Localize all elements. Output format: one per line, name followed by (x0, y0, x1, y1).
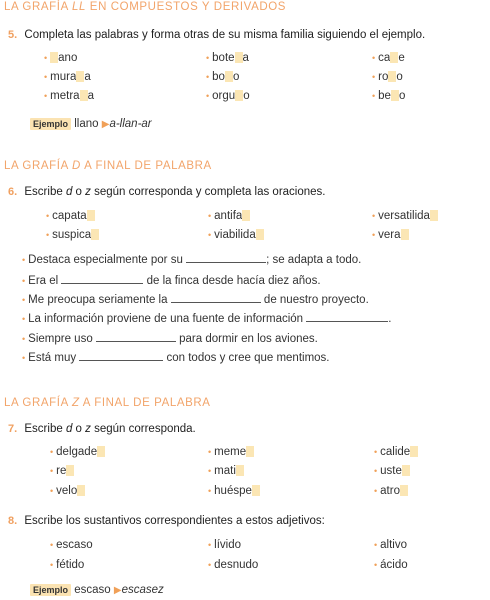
word-item: • altivo (374, 539, 408, 551)
exercise-number: 8. (8, 515, 18, 527)
arrow-icon: ▶ (113, 585, 122, 596)
word-item: • escaso (50, 539, 93, 551)
sentence-item: • Me preocupa seriamente la de nuestro proyecto. (22, 294, 369, 306)
answer-line[interactable] (186, 252, 266, 263)
answer-line[interactable] (306, 311, 388, 322)
word-item: • desnudo (208, 559, 259, 571)
sentence-item: • La información proviene de una fuente de información . (22, 313, 392, 325)
sentence-item: • Era el de la finca desde hacía diez años. (22, 275, 321, 287)
word-item: • atro (374, 485, 408, 497)
example-line (30, 118, 152, 130)
answer-line[interactable] (171, 292, 261, 303)
blank-field[interactable] (252, 485, 260, 496)
word-item: • bo o (206, 71, 240, 83)
word-item: • mura a (44, 71, 91, 83)
blank-field[interactable] (402, 465, 410, 476)
blank-field[interactable] (242, 210, 250, 221)
word-item: • huéspe (208, 485, 260, 497)
blank-field[interactable] (256, 229, 264, 240)
section-title-z: LA GRAFÍA Z A FINAL DE PALABRA (4, 397, 211, 409)
word-item: • velo (50, 485, 85, 497)
answer-line[interactable] (61, 273, 143, 284)
blank-field[interactable] (410, 446, 418, 457)
section-title-ll: LA GRAFÍA LL EN COMPUESTOS Y DERIVADOS (4, 1, 287, 13)
answer-line[interactable] (96, 331, 176, 342)
blank-field[interactable] (91, 229, 99, 240)
word-item: • uste (374, 465, 410, 477)
word-item: • re (50, 465, 74, 477)
word-item: • be o (372, 90, 406, 102)
exercise-6-header (8, 186, 326, 198)
example-tag: Ejemplo (30, 584, 71, 596)
word-item: • ano (44, 52, 78, 64)
word-item: • fétido (50, 559, 85, 571)
blank-field[interactable] (66, 465, 74, 476)
blank-field[interactable] (400, 485, 408, 496)
word-item: • antifa (208, 210, 250, 222)
exercise-number: 6. (8, 186, 18, 198)
blank-field[interactable] (430, 210, 438, 221)
blank-field[interactable] (236, 465, 244, 476)
example-answer: a-llan-ar (109, 118, 152, 130)
sentence-item: • Siempre uso para dormir en los aviones. (22, 333, 318, 345)
exercise-number: 5. (8, 29, 18, 41)
word-item: • versatilida (372, 210, 438, 222)
example-answer: escasez (121, 584, 164, 596)
exercise-8-header (8, 515, 325, 527)
blank-field[interactable] (50, 52, 58, 63)
word-item: • viabilida (208, 229, 264, 241)
arrow-icon: ▶ (101, 119, 110, 130)
word-item: • suspica (46, 229, 99, 241)
word-item: • orgu o (206, 90, 250, 102)
answer-line[interactable] (79, 350, 163, 361)
word-item: • lívido (208, 539, 242, 551)
exercise-5-header (8, 29, 425, 41)
blank-field[interactable] (246, 446, 254, 457)
word-item: • metra a (44, 90, 94, 102)
example-tag: Ejemplo (30, 118, 71, 130)
exercise-number: 7. (8, 423, 18, 435)
blank-field[interactable] (77, 485, 85, 496)
example-word: escaso (74, 584, 111, 596)
exercise-instruction: Escribe los sustantivos correspondientes a estos adjetivos: (24, 515, 325, 527)
exercise-instruction: Completa las palabras y forma otras de su misma familia siguiendo el ejemplo. (24, 29, 426, 41)
word-item: • ácido (374, 559, 408, 571)
word-item: • ro o (372, 71, 403, 83)
blank-field[interactable] (235, 52, 243, 63)
word-item: • vera (372, 229, 409, 241)
example-line (30, 584, 164, 596)
blank-field[interactable] (80, 90, 88, 101)
word-item: • meme (208, 446, 254, 458)
blank-field[interactable] (97, 446, 105, 457)
blank-field[interactable] (401, 229, 409, 240)
word-item: • bote a (206, 52, 249, 64)
sentence-item: • Destaca especialmente por su ; se adapta a todo. (22, 254, 362, 266)
blank-field[interactable] (391, 90, 399, 101)
blank-field[interactable] (87, 210, 95, 221)
exercise-instruction: Escribe d o z según corresponda. (24, 423, 196, 435)
blank-field[interactable] (225, 71, 233, 82)
word-item: • mati (208, 465, 244, 477)
section-title-d: LA GRAFÍA D A FINAL DE PALABRA (4, 160, 212, 172)
sentence-item: • Está muy con todos y cree que mentimos. (22, 352, 330, 364)
exercise-instruction: Escribe d o z según corresponda y completa las oraciones. (24, 186, 326, 198)
word-item: • capata (46, 210, 95, 222)
word-item: • ca e (372, 52, 405, 64)
exercise-7-header (8, 423, 196, 435)
example-word: llano (74, 118, 99, 130)
word-item: • calide (374, 446, 418, 458)
blank-field[interactable] (235, 90, 243, 101)
word-item: • delgade (50, 446, 105, 458)
